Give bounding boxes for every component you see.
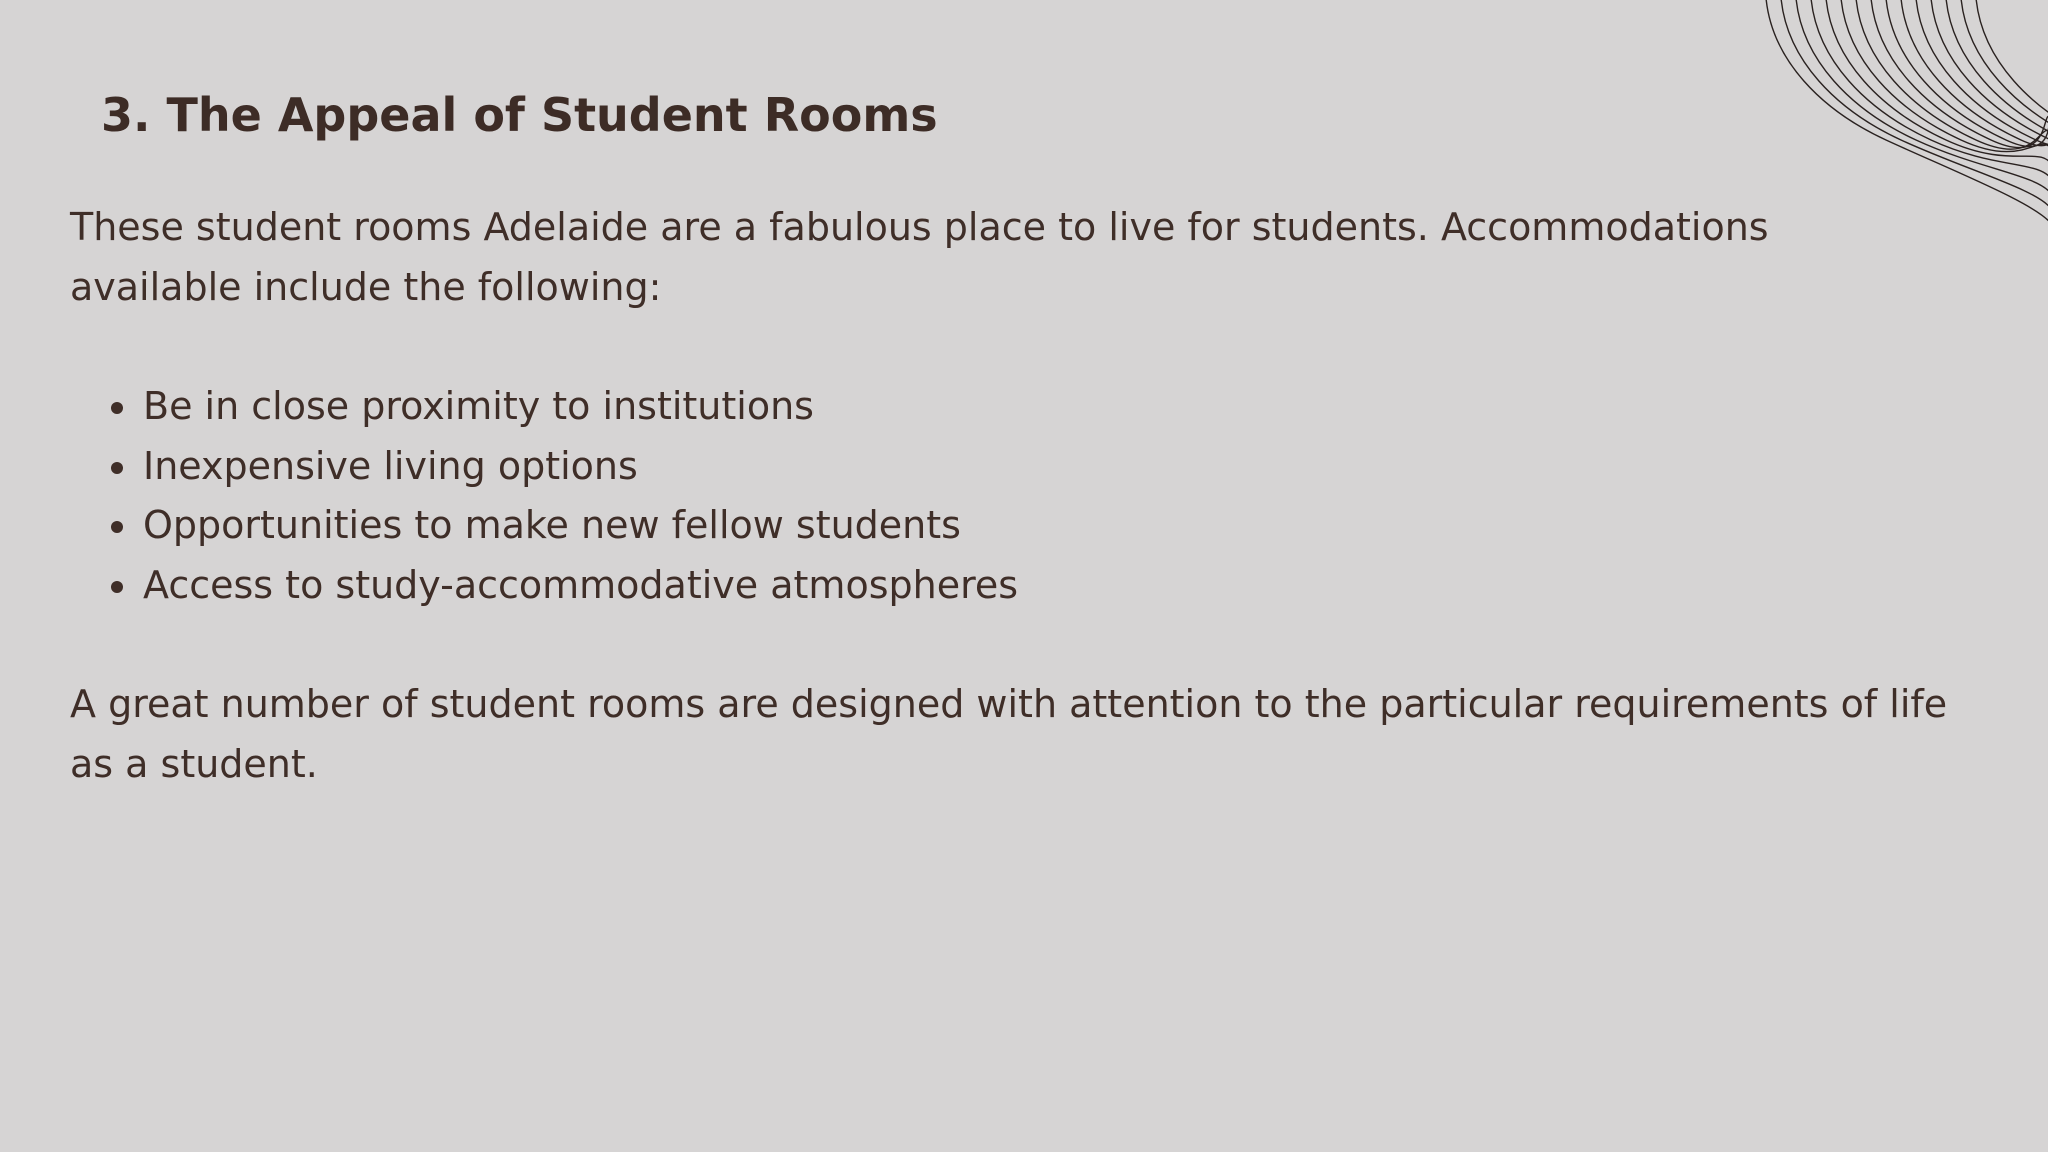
- contour-line: [1841, 0, 2048, 152]
- intro-paragraph: These student rooms Adelaide are a fabulous place to live for students. Accommodations available include the following:: [70, 205, 1769, 309]
- list-item: Access to study-accommodative atmospheres: [143, 556, 1970, 616]
- contour-line: [1766, 0, 2048, 225]
- list-item: Opportunities to make new fellow students: [143, 496, 1970, 556]
- list-item: Be in close proximity to institutions: [143, 377, 1970, 437]
- closing-paragraph: A great number of student rooms are designed with attention to the particular requirements of life as a student.: [70, 682, 1948, 786]
- list-item: Inexpensive living options: [143, 437, 1970, 497]
- benefits-list: [70, 377, 1970, 615]
- contour-line: [1796, 0, 2048, 195]
- contour-line: [1871, 0, 2048, 148]
- slide-title: 3. The Appeal of Student Rooms: [101, 88, 938, 142]
- slide-body: [70, 198, 1970, 794]
- contour-line: [1856, 0, 2048, 149]
- contour-line: [1886, 0, 2048, 146]
